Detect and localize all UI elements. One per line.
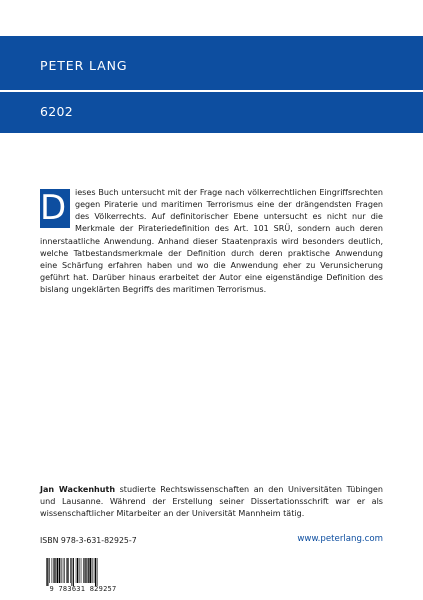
publisher-band [0,36,423,90]
series-number: 6202 [40,104,74,119]
series-band [0,92,423,133]
publisher-website-link[interactable]: www.peterlang.com [297,534,383,544]
isbn-label: ISBN 978-3-631-82925-7 [40,536,137,545]
author-name: Jan Wackenhuth [40,485,116,494]
author-bio-text: studierte Rechtswissenschaften an den Universitäten Tübingen und Lausanne. Während der Erstellung seiner Dissertationsschrift war er als wissenschaftlicher Mitarbeiter an der Universität Mannheim tätig. [40,485,383,519]
barcode-digits: 9 783631 829257 [49,585,117,593]
drop-cap: D [40,189,70,228]
isbn-barcode [40,558,126,594]
publisher-name: PETER LANG [40,58,128,73]
abstract-body: ieses Buch untersucht mit der Frage nach völkerrechtlichen Eingriffsrechten gegen Piraterie und maritimen Terrorismus eine der drängendsten Fragen des Völkerrechts. Auf definitorischer Ebene untersucht es nicht nur die Merkmale der Pirateriedefinition des Art. 101 SRÜ, sondern auch deren innerstaatliche Anwendung. Anhand dieser Staatenpraxis wird besonders deutlich, welche Tatbestandsmerkmale der Definition durch deren praktische Anwendung eine Schärfung erfahren haben und wo die Anwendung eher zu Verunsicherung geführt hat. Darüber hinaus erarbeitet der Autor eine eigenständige Definition des bislang ungeklärten Begriffs des maritimen Terrorismus. [40,188,383,295]
barcode-bars [40,558,126,586]
author-bio [40,484,383,520]
abstract-text [40,187,383,296]
